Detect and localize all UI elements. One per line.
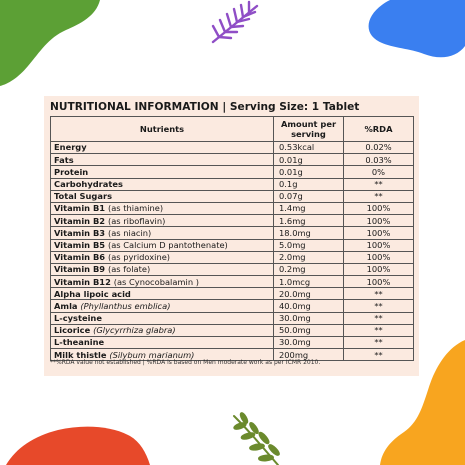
nutrient-label: Fats [54, 154, 74, 165]
table-body [51, 142, 414, 361]
nutrient-name [51, 227, 274, 239]
nutrient-name [51, 276, 274, 288]
nutrient-botanical-name: (Glycyrrhiza glabra) [93, 325, 176, 336]
nutrient-amount: 0.53kcal [274, 142, 344, 154]
nutrient-amount: 0.01g [274, 166, 344, 178]
nutrient-amount: 0.01g [274, 154, 344, 166]
nutrient-amount: 40.0mg [274, 300, 344, 312]
footnote: **%RDA value not established | %RDA is based on Men moderate work as per ICMR 2010. [50, 359, 321, 366]
nutrient-amount: 1.6mg [274, 215, 344, 227]
nutrient-label: Vitamin B9 [54, 264, 106, 275]
table-row [51, 263, 414, 275]
nutrient-rda: ** [344, 337, 414, 349]
green-leaf-icon [228, 412, 288, 465]
green-blob [0, 0, 110, 90]
table-row [51, 227, 414, 239]
nutrient-label: Total Sugars [54, 191, 113, 202]
nutrient-amount: 0.2mg [274, 263, 344, 275]
nutrient-name [51, 337, 274, 349]
nutrient-label: Protein [54, 166, 89, 177]
nutrient-label: Vitamin B12 [54, 276, 111, 287]
nutrient-source: (as niacin) [107, 227, 152, 238]
table-row [51, 215, 414, 227]
nutrient-rda: 100% [344, 215, 414, 227]
nutrient-amount: 5.0mg [274, 239, 344, 251]
nutrient-rda: ** [344, 300, 414, 312]
nutrient-amount: 1.4mg [274, 202, 344, 214]
nutrient-name [51, 300, 274, 312]
nutrient-rda: 100% [344, 202, 414, 214]
nutrient-name [51, 190, 274, 202]
nutrient-amount: 2.0mg [274, 251, 344, 263]
header-nutrients: Nutrients [51, 117, 274, 142]
table-row [51, 251, 414, 263]
nutrient-rda: 0.02% [344, 142, 414, 154]
nutrition-title: NUTRITIONAL INFORMATION | Serving Size: 1 Tablet [50, 101, 360, 113]
nutrient-source: (as thiamine) [107, 203, 164, 214]
table-row [51, 312, 414, 324]
nutrient-botanical-name: (Phyllanthus emblica) [80, 300, 171, 311]
nutrient-name [51, 178, 274, 190]
nutrient-name [51, 142, 274, 154]
nutrient-name [51, 288, 274, 300]
nutrient-rda: 100% [344, 227, 414, 239]
nutrient-name [51, 263, 274, 275]
nutrient-rda: ** [344, 349, 414, 361]
nutrient-rda: 100% [344, 239, 414, 251]
nutrient-label: Vitamin B5 [54, 239, 106, 250]
blue-blob [362, 0, 465, 64]
nutrition-table [50, 116, 414, 361]
red-blob [0, 422, 150, 465]
nutrient-amount: 30.0mg [274, 337, 344, 349]
nutrient-rda: 0% [344, 166, 414, 178]
nutrient-label: L-theanine [54, 337, 105, 348]
nutrient-label: Vitamin B3 [54, 227, 106, 238]
table-row [51, 142, 414, 154]
table-row [51, 239, 414, 251]
nutrient-name [51, 202, 274, 214]
nutrient-amount: 200mg [274, 349, 344, 361]
nutrient-name [51, 166, 274, 178]
nutrient-name [51, 239, 274, 251]
nutrient-source: (as Calcium D pantothenate) [107, 239, 228, 250]
header-rda: %RDA [344, 117, 414, 142]
purple-leaf-icon [205, 0, 265, 45]
nutrient-name [51, 312, 274, 324]
nutrient-amount: 50.0mg [274, 324, 344, 336]
nutrient-amount: 0.1g [274, 178, 344, 190]
nutrient-amount: 18.0mg [274, 227, 344, 239]
nutrient-rda: ** [344, 178, 414, 190]
table-row [51, 300, 414, 312]
nutrient-botanical-name: (Silybum marianum) [109, 349, 195, 360]
table-row [51, 202, 414, 214]
nutrient-rda: 100% [344, 251, 414, 263]
nutrient-source: (as folate) [107, 264, 151, 275]
nutrient-name [51, 324, 274, 336]
nutrient-rda: 0.03% [344, 154, 414, 166]
nutrient-label: Vitamin B2 [54, 215, 106, 226]
nutrient-label: Amla [54, 300, 78, 311]
nutrient-label: Licorice [54, 325, 91, 336]
nutrient-amount: 0.07g [274, 190, 344, 202]
nutrient-label: Vitamin B1 [54, 203, 106, 214]
nutrient-source: (as Cynocobalamin ) [113, 276, 199, 287]
nutrient-rda: ** [344, 312, 414, 324]
nutrient-name [51, 251, 274, 263]
nutrient-amount: 30.0mg [274, 312, 344, 324]
header-amount: Amount per serving [274, 117, 344, 142]
nutrient-label: Milk thistle [54, 349, 107, 360]
nutrient-label: L-cysteine [54, 313, 102, 324]
nutrient-name [51, 215, 274, 227]
nutrient-label: Carbohydrates [54, 179, 123, 190]
nutrient-label: Energy [54, 142, 87, 153]
nutrient-source: (as pyridoxine) [107, 252, 171, 263]
nutrient-amount: 1.0mcg [274, 276, 344, 288]
table-row [51, 178, 414, 190]
nutrient-rda: ** [344, 190, 414, 202]
table-row [51, 337, 414, 349]
nutrient-rda: ** [344, 324, 414, 336]
table-row [51, 166, 414, 178]
nutrient-rda: ** [344, 288, 414, 300]
nutrient-name [51, 154, 274, 166]
nutrient-rda: 100% [344, 263, 414, 275]
table-header-row [51, 117, 414, 142]
nutrient-amount: 20.0mg [274, 288, 344, 300]
table-row [51, 154, 414, 166]
table-row [51, 276, 414, 288]
nutrient-label: Alpha lipoic acid [54, 288, 131, 299]
nutrient-source: (as riboflavin) [107, 215, 166, 226]
nutrient-rda: 100% [344, 276, 414, 288]
nutrient-label: Vitamin B6 [54, 252, 106, 263]
table-row [51, 190, 414, 202]
table-row [51, 324, 414, 336]
table-row [51, 288, 414, 300]
